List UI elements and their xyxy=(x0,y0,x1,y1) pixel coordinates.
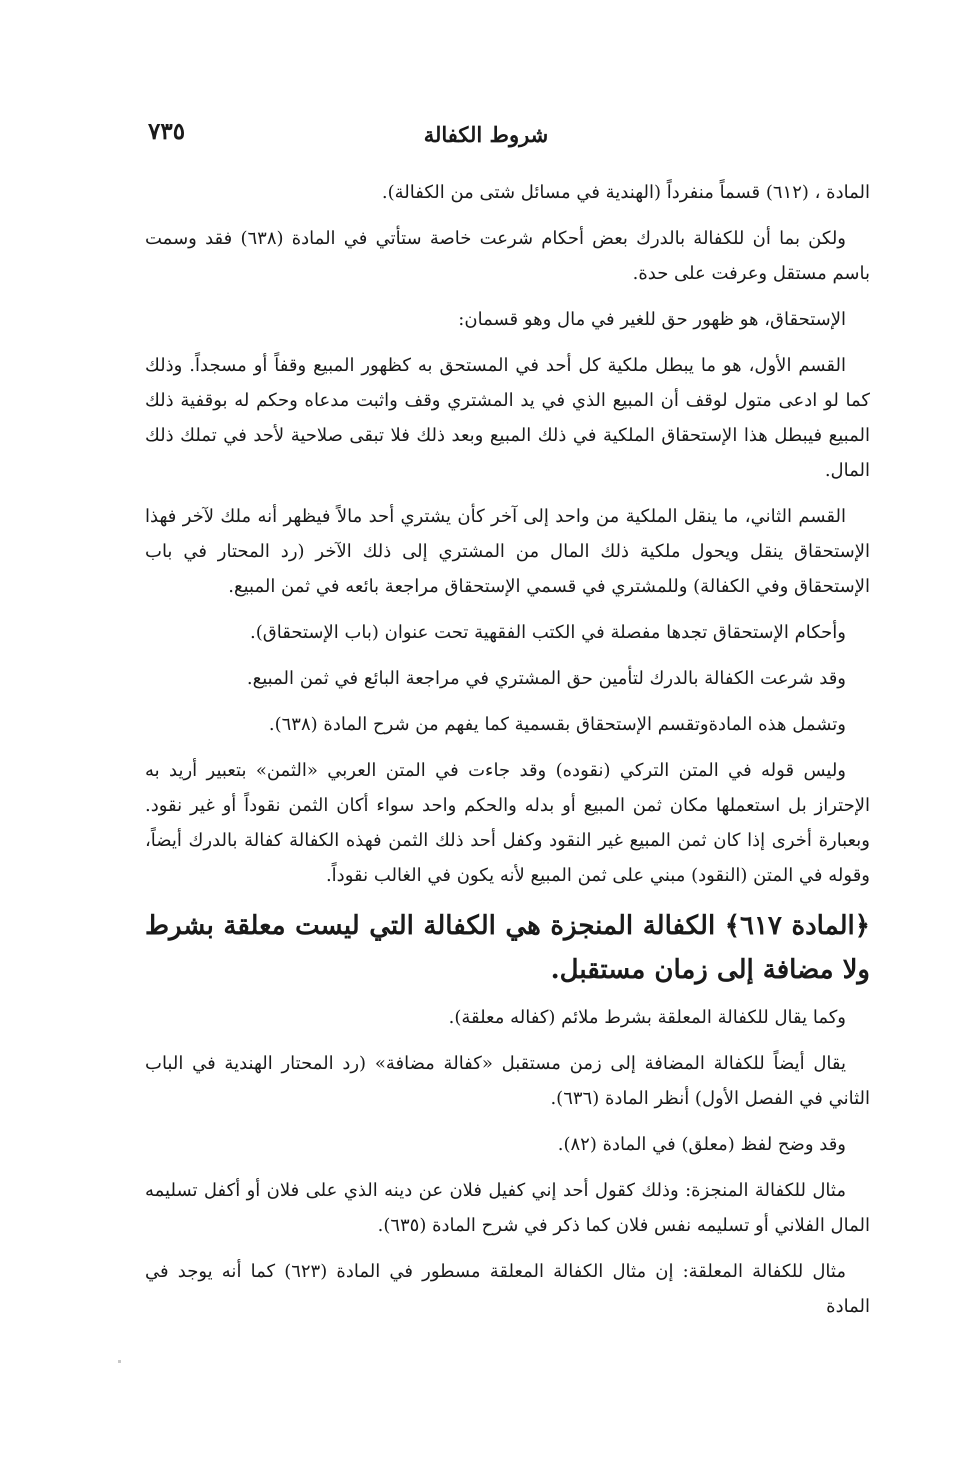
paragraph: مثال للكفالة المعلقة: إن مثال الكفالة المعلقة مسطور في المادة (٦٢٣) كما أنه يوجد في المادة xyxy=(145,1261,870,1317)
paragraph: الإستحقاق، هو ظهور حق للغير في مال وهو قسمان: xyxy=(458,309,846,330)
paragraph: ولكن بما أن للكفالة بالدرك بعض أحكام شرعت خاصة ستأتي في المادة (٦٣٨) فقد وسمت باسم مستقل وعرفت على حدة. xyxy=(145,228,870,284)
paragraph: مثال للكفالة المنجزة: وذلك كقول أحد إني كفيل فلان عن دينه الذي على فلان أو أكفل تسليمه المال الفلاني أو تسليمه نفس فلان كما ذكر في شرح المادة (٦٣٥). xyxy=(145,1180,870,1236)
paragraph: القسم الثاني، ما ينقل الملكية من واحد إلى آخر كأن يشتري أحد مالاً فيظهر أنه ملك لآخر فهذا الإستحقاق ينقل ويحول ملكية ذلك المال من المشتري إلى ذلك الآخر (رد المحتار في باب الإستحقاق وفي الكفالة) وللمشتري في قسمي الإستحقاق مراجعة بائعه في ثمن المبيع. xyxy=(145,506,870,597)
paragraph: وقد وضح لفظ (معلق) في المادة (٨٢). xyxy=(557,1134,846,1155)
page-number: ٧٣٥ xyxy=(148,118,186,145)
paragraph: يقال أيضاً للكفالة المضافة إلى زمن مستقبل «كفالة مضافة» (رد المحتار الهندية في الباب الثاني في الفصل الأول) أنظر المادة (٦٣٦). xyxy=(145,1053,870,1109)
paragraph: وليس قوله في المتن التركي (نقوده) وقد جاءت في المتن العربي «الثمن» بتعبير أريد به الإحتراز بل استعملها مكان ثمن المبيع أو بدله والحكم واحد سواء أكان الثمن نقوداً أو غير نقود. وبعبارة أخرى إذا كان ثمن المبيع غير النقود وكفل أحد ذلك الثمن فهذه الكفالة كفالة بالدرك أيضاً، وقوله في المتن (النقود) مبني على ثمن المبيع لأنه يكون في الغالب نقوداً. xyxy=(145,760,870,886)
scan-speck xyxy=(118,1360,121,1363)
article-text: الكفالة المنجزة هي الكفالة التي ليست معلقة بشرط ولا مضافة إلى زمان مستقبل. xyxy=(145,911,870,985)
article-heading xyxy=(145,904,870,992)
paragraph: وتشمل هذه المادةوتقسم الإستحقاق بقسمية كما يفهم من شرح المادة (٦٣٨). xyxy=(268,714,846,735)
paragraph: وكما يقال للكفالة المعلقة بشرط ملائم (كفاله معلقة). xyxy=(448,1007,846,1028)
body-text xyxy=(145,175,870,1335)
paragraph: وقد شرعت الكفالة بالدرك لتأمين حق المشتري في مراجعة البائع في ثمن المبيع. xyxy=(246,668,846,689)
page-header xyxy=(140,118,832,158)
paragraph: القسم الأول، هو ما يبطل ملكية كل أحد في المستحق به كظهور المبيع وقفاً أو مسجداً. وذلك كما لو ادعى متول لوقف أن المبيع الذي في يد المشتري وقف واثبت مدعاه وحكم له بوقفية ذلك المبيع فيبطل هذا الإستحقاق الملكية في ذلك المبيع وبعد ذلك فلا تبقى صلاحية لأحد في تملك ذلك المال. xyxy=(145,355,870,481)
article-number: ﴿المادة ٦١٧﴾ xyxy=(724,911,870,941)
paragraph: المادة ، (٦١٢) قسماً منفرداً (الهندية في مسائل شتى من الكفالة). xyxy=(381,182,870,203)
paragraph: وأحكام الإستحقاق تجدها مفصلة في الكتب الفقهية تحت عنوان (باب الإستحقاق). xyxy=(250,622,846,643)
running-title: شروط الكفالة xyxy=(423,122,549,147)
